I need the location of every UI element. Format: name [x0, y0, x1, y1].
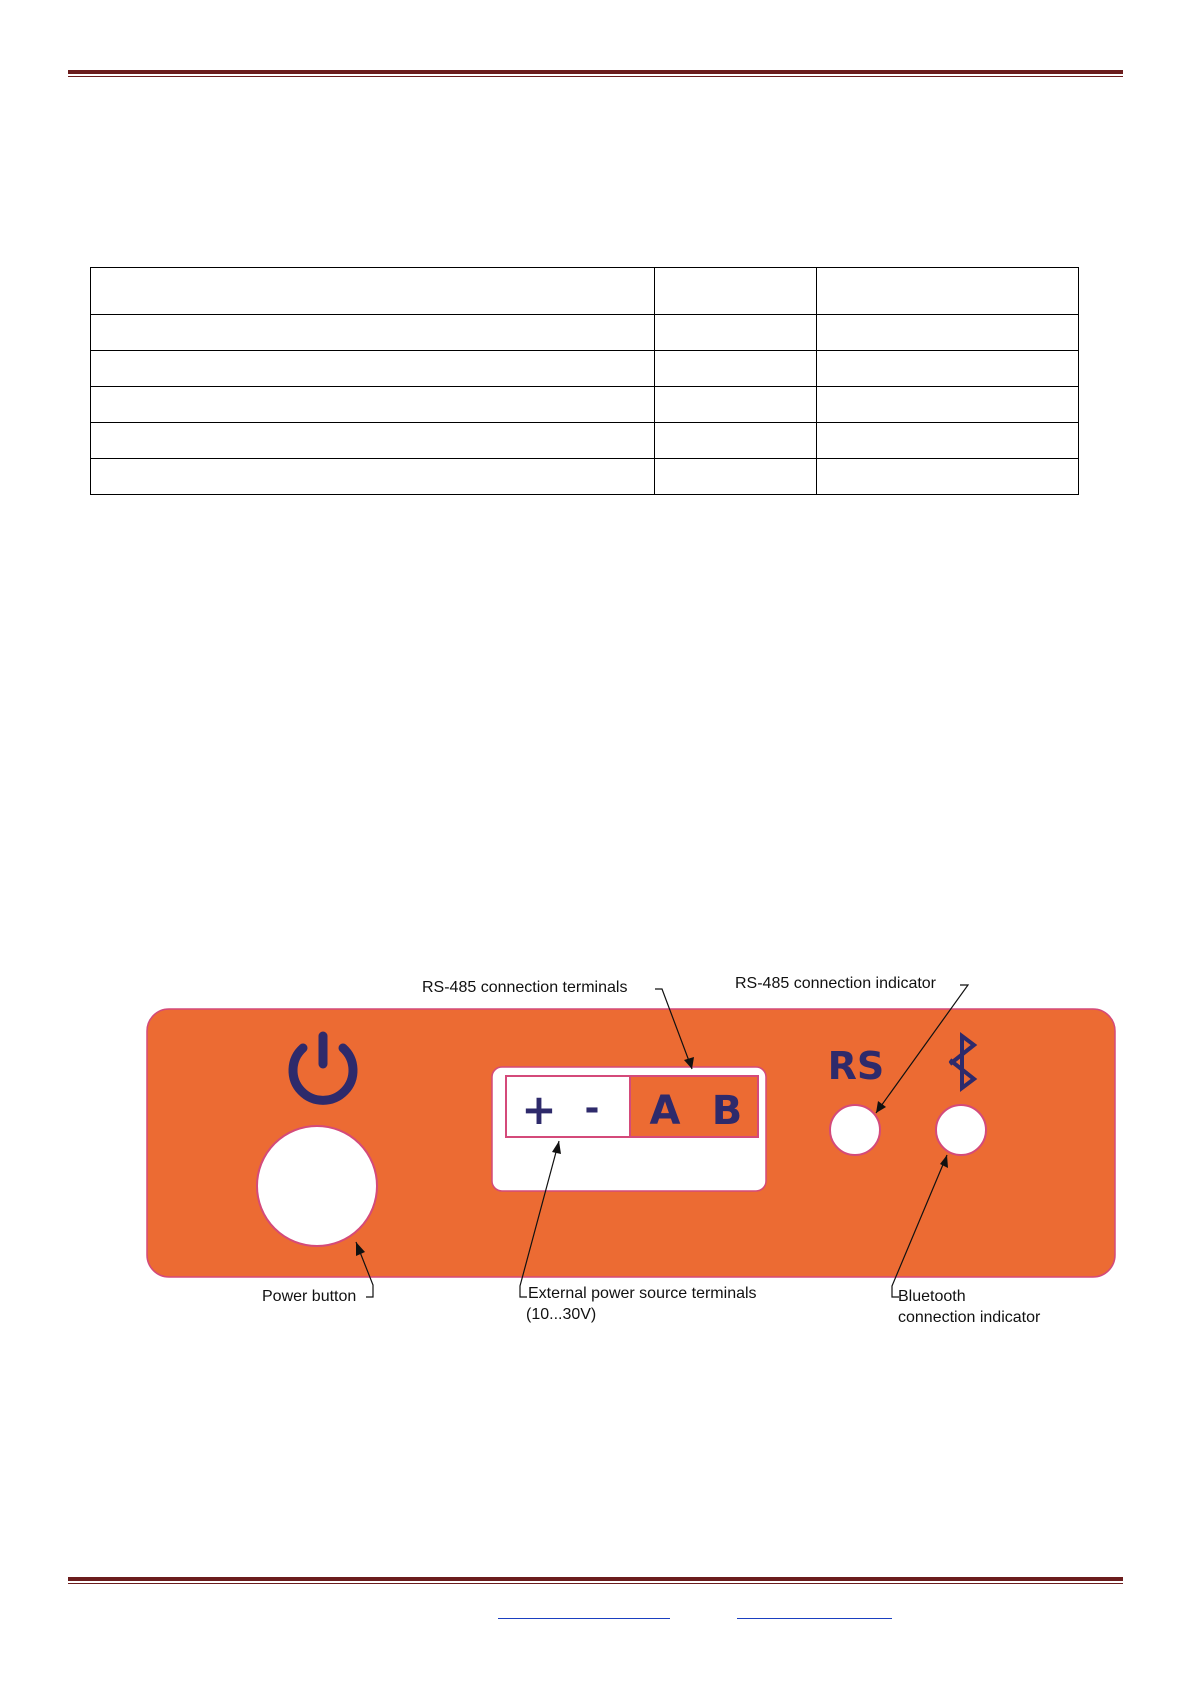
rs485-indicator: [830, 1105, 880, 1155]
callout-rs485-terminals: RS-485 connection terminals: [422, 979, 628, 996]
callout-rs485-indicator: RS-485 connection indicator: [735, 975, 937, 992]
footer-links: [0, 1598, 1191, 1622]
footer-link[interactable]: [498, 1598, 670, 1619]
callout-bt-1: Bluetooth: [898, 1288, 966, 1305]
footer-link[interactable]: [737, 1598, 892, 1619]
callout-ext-power-1: External power source terminals: [528, 1285, 757, 1302]
callout-bt-2: connection indicator: [898, 1309, 1041, 1326]
bottom-rule: [68, 1577, 1123, 1584]
terminal-a: A: [649, 1088, 681, 1134]
rs-label: RS: [827, 1044, 885, 1088]
callout-ext-power-2: (10...30V): [526, 1306, 597, 1323]
terminal-minus: -: [584, 1088, 600, 1129]
bluetooth-indicator: [936, 1105, 986, 1155]
callout-power-button: Power button: [262, 1288, 357, 1305]
terminal-b: B: [711, 1088, 743, 1134]
power-button[interactable]: [257, 1126, 377, 1246]
terminal-plus: +: [521, 1085, 557, 1134]
